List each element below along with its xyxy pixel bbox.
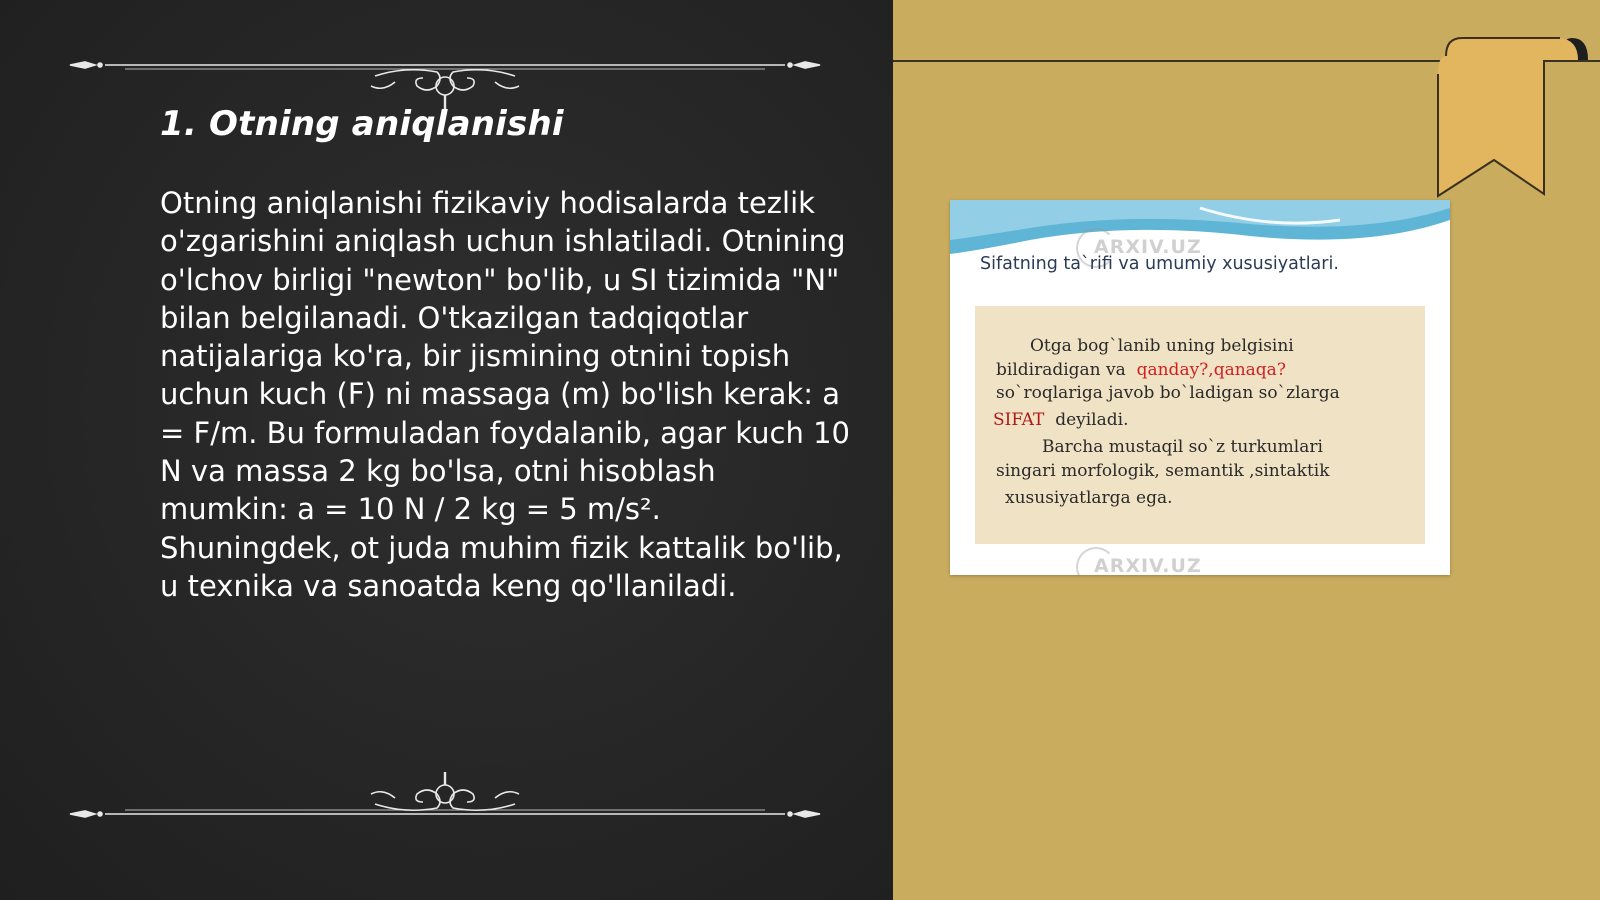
slide-title: 1. Otning aniqlanishi	[160, 104, 564, 144]
card-watermark: ARXIV.UZ	[1094, 555, 1202, 575]
top-ornament-divider	[65, 52, 825, 112]
definition-text: bildiradigan va	[996, 360, 1126, 380]
slide-body-text: Otning aniqlanishi fizikaviy hodisalarda tezlik o'zgarishini aniqlash uchun ishlatiladi. Otnining o'lchov birligi "newton" bo'lib, u SI tizimida "N" bilan belgilanadi. O'tkazilgan tadqiqotlar natijalariga ko'ra, bir jismining otnini topish uchun kuch (F) ni massaga (m) bo'lish kerak: a = F/m. Bu formuladan foydalanib, agar kuch 10 N va massa 2 kg bo'lsa, otni hisoblash mumkin: a = 10 N / 2 kg = 5 m/s². Shuningdek, ot juda muhim fizik kattalik bo'lib, u texnika va sanoatda keng qo'llaniladi.	[160, 186, 850, 603]
definition-text: deyiladi.	[1055, 410, 1129, 430]
sifat-definition-card	[950, 200, 1450, 575]
card-watermark: ARXIV.UZ	[1094, 236, 1202, 258]
definition-line: xususiyatlarga ega.	[1005, 488, 1173, 508]
card-definition-box	[975, 306, 1425, 544]
definition-line-2	[996, 360, 1286, 380]
definition-line-4	[993, 410, 1128, 430]
card-heading: Sifatning ta`rifi va umumiy xususiyatlari.	[980, 254, 1339, 274]
question-highlight: qanday?,qanaqa?	[1136, 360, 1286, 380]
sifat-term: SIFAT	[993, 410, 1045, 430]
definition-line: singari morfologik, semantik ,sintaktik	[996, 461, 1330, 481]
bottom-ornament-divider	[65, 770, 825, 830]
definition-line: so`roqlariga javob bo`ladigan so`zlarga	[996, 383, 1340, 403]
definition-line: Otga bog`lanib uning belgisini	[1030, 336, 1294, 356]
bookmark-ribbon-icon	[1432, 34, 1592, 204]
definition-line: Barcha mustaqil so`z turkumlari	[1042, 437, 1323, 457]
